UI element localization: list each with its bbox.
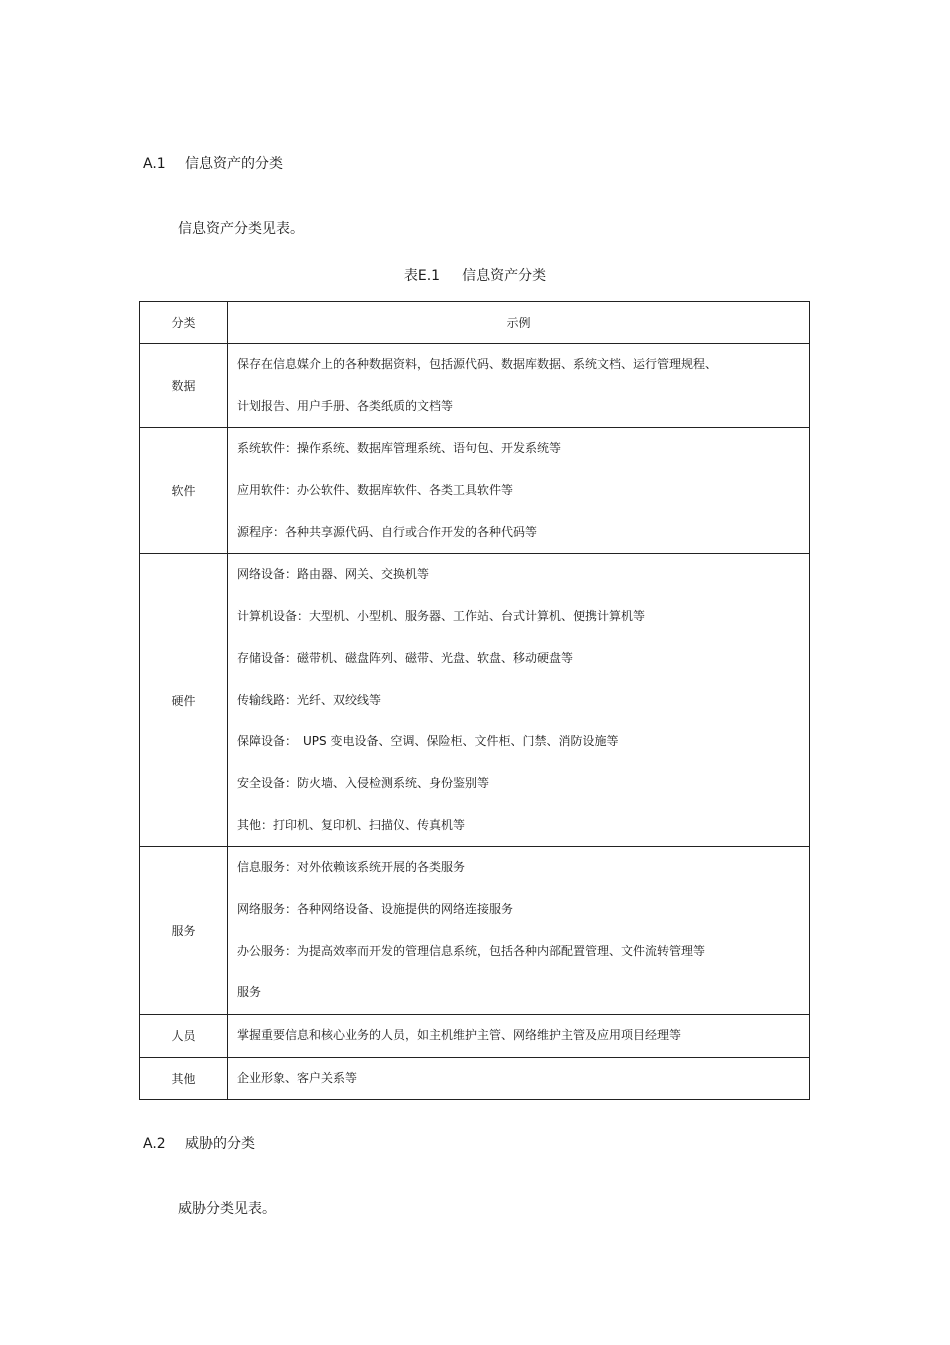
example-line: 传输线路：光纤、双绞线等 bbox=[237, 692, 382, 707]
table-row bbox=[140, 847, 810, 1015]
section-a2-heading bbox=[143, 1133, 255, 1153]
example-line: 安全设备：防火墙、入侵检测系统、身份鉴别等 bbox=[237, 775, 490, 790]
row-category: 服务 bbox=[140, 847, 228, 1015]
example-line: 保存在信息媒介上的各种数据资料，包括源代码、数据库数据、系统文档、运行管理规程、 bbox=[237, 357, 718, 371]
example-line: 其他：打印机、复印机、扫描仪、传真机等 bbox=[237, 817, 466, 832]
row-examples bbox=[228, 1015, 810, 1058]
table-row bbox=[140, 1057, 810, 1100]
header-examples: 示例 bbox=[228, 302, 810, 344]
example-line: 存储设备：磁带机、磁盘阵列、磁带、光盘、软盘、移动硬盘等 bbox=[237, 650, 574, 665]
example-line: 信息服务：对外依赖该系统开展的各类服务 bbox=[237, 860, 466, 875]
example-line: 服务 bbox=[237, 985, 262, 1000]
asset-classification-table bbox=[139, 301, 810, 1100]
table-row bbox=[140, 554, 810, 847]
example-line: 掌握重要信息和核心业务的人员，如主机维护主管、网络维护主管及应用项目经理等 bbox=[237, 1028, 682, 1042]
table-row bbox=[140, 344, 810, 428]
section-title: 威胁的分类 bbox=[185, 1136, 255, 1152]
example-line: 企业形象、客户关系等 bbox=[237, 1070, 358, 1085]
example-line: 应用软件：办公软件、数据库软件、各类工具软件等 bbox=[237, 483, 514, 498]
example-line: 源程序：各种共享源代码、自行或合作开发的各种代码等 bbox=[237, 524, 538, 539]
table-row bbox=[140, 428, 810, 554]
row-examples bbox=[228, 344, 810, 428]
row-examples bbox=[228, 554, 810, 847]
row-examples bbox=[228, 428, 810, 554]
table-caption-title: 信息资产分类 bbox=[462, 268, 547, 284]
section-number: A.1 bbox=[143, 156, 166, 172]
table-caption bbox=[0, 265, 950, 285]
example-line: 计划报告、用户手册、各类纸质的文档等 bbox=[237, 398, 454, 413]
table-caption-label: 表E.1 bbox=[403, 268, 441, 284]
section-number: A.2 bbox=[143, 1136, 166, 1152]
example-line: 系统软件：操作系统、数据库管理系统、语句包、开发系统等 bbox=[237, 441, 562, 456]
section-a2-intro: 威胁分类见表。 bbox=[178, 1201, 276, 1217]
section-a1-intro: 信息资产分类见表。 bbox=[178, 221, 304, 237]
example-line: 网络设备：路由器、网关、交换机等 bbox=[237, 567, 430, 582]
row-category: 硬件 bbox=[140, 554, 228, 847]
example-line: 网络服务：各种网络设备、设施提供的网络连接服务 bbox=[237, 901, 514, 916]
example-line: 计算机设备：大型机、小型机、服务器、工作站、台式计算机、便携计算机等 bbox=[237, 609, 646, 624]
row-category: 数据 bbox=[140, 344, 228, 428]
example-line: 保障设备： UPS 变电设备、空调、保险柜、文件柜、门禁、消防设施等 bbox=[237, 734, 619, 749]
section-title: 信息资产的分类 bbox=[185, 156, 283, 172]
row-category: 其他 bbox=[140, 1057, 228, 1100]
table-row bbox=[140, 1015, 810, 1058]
header-category: 分类 bbox=[140, 302, 228, 344]
row-category: 软件 bbox=[140, 428, 228, 554]
example-line: 办公服务：为提高效率而开发的管理信息系统，包括各种内部配置管理、文件流转管理等 bbox=[237, 943, 706, 958]
table-header-row bbox=[140, 302, 810, 344]
row-examples bbox=[228, 1057, 810, 1100]
row-examples bbox=[228, 847, 810, 1015]
row-category: 人员 bbox=[140, 1015, 228, 1058]
section-a1-heading bbox=[143, 153, 283, 173]
